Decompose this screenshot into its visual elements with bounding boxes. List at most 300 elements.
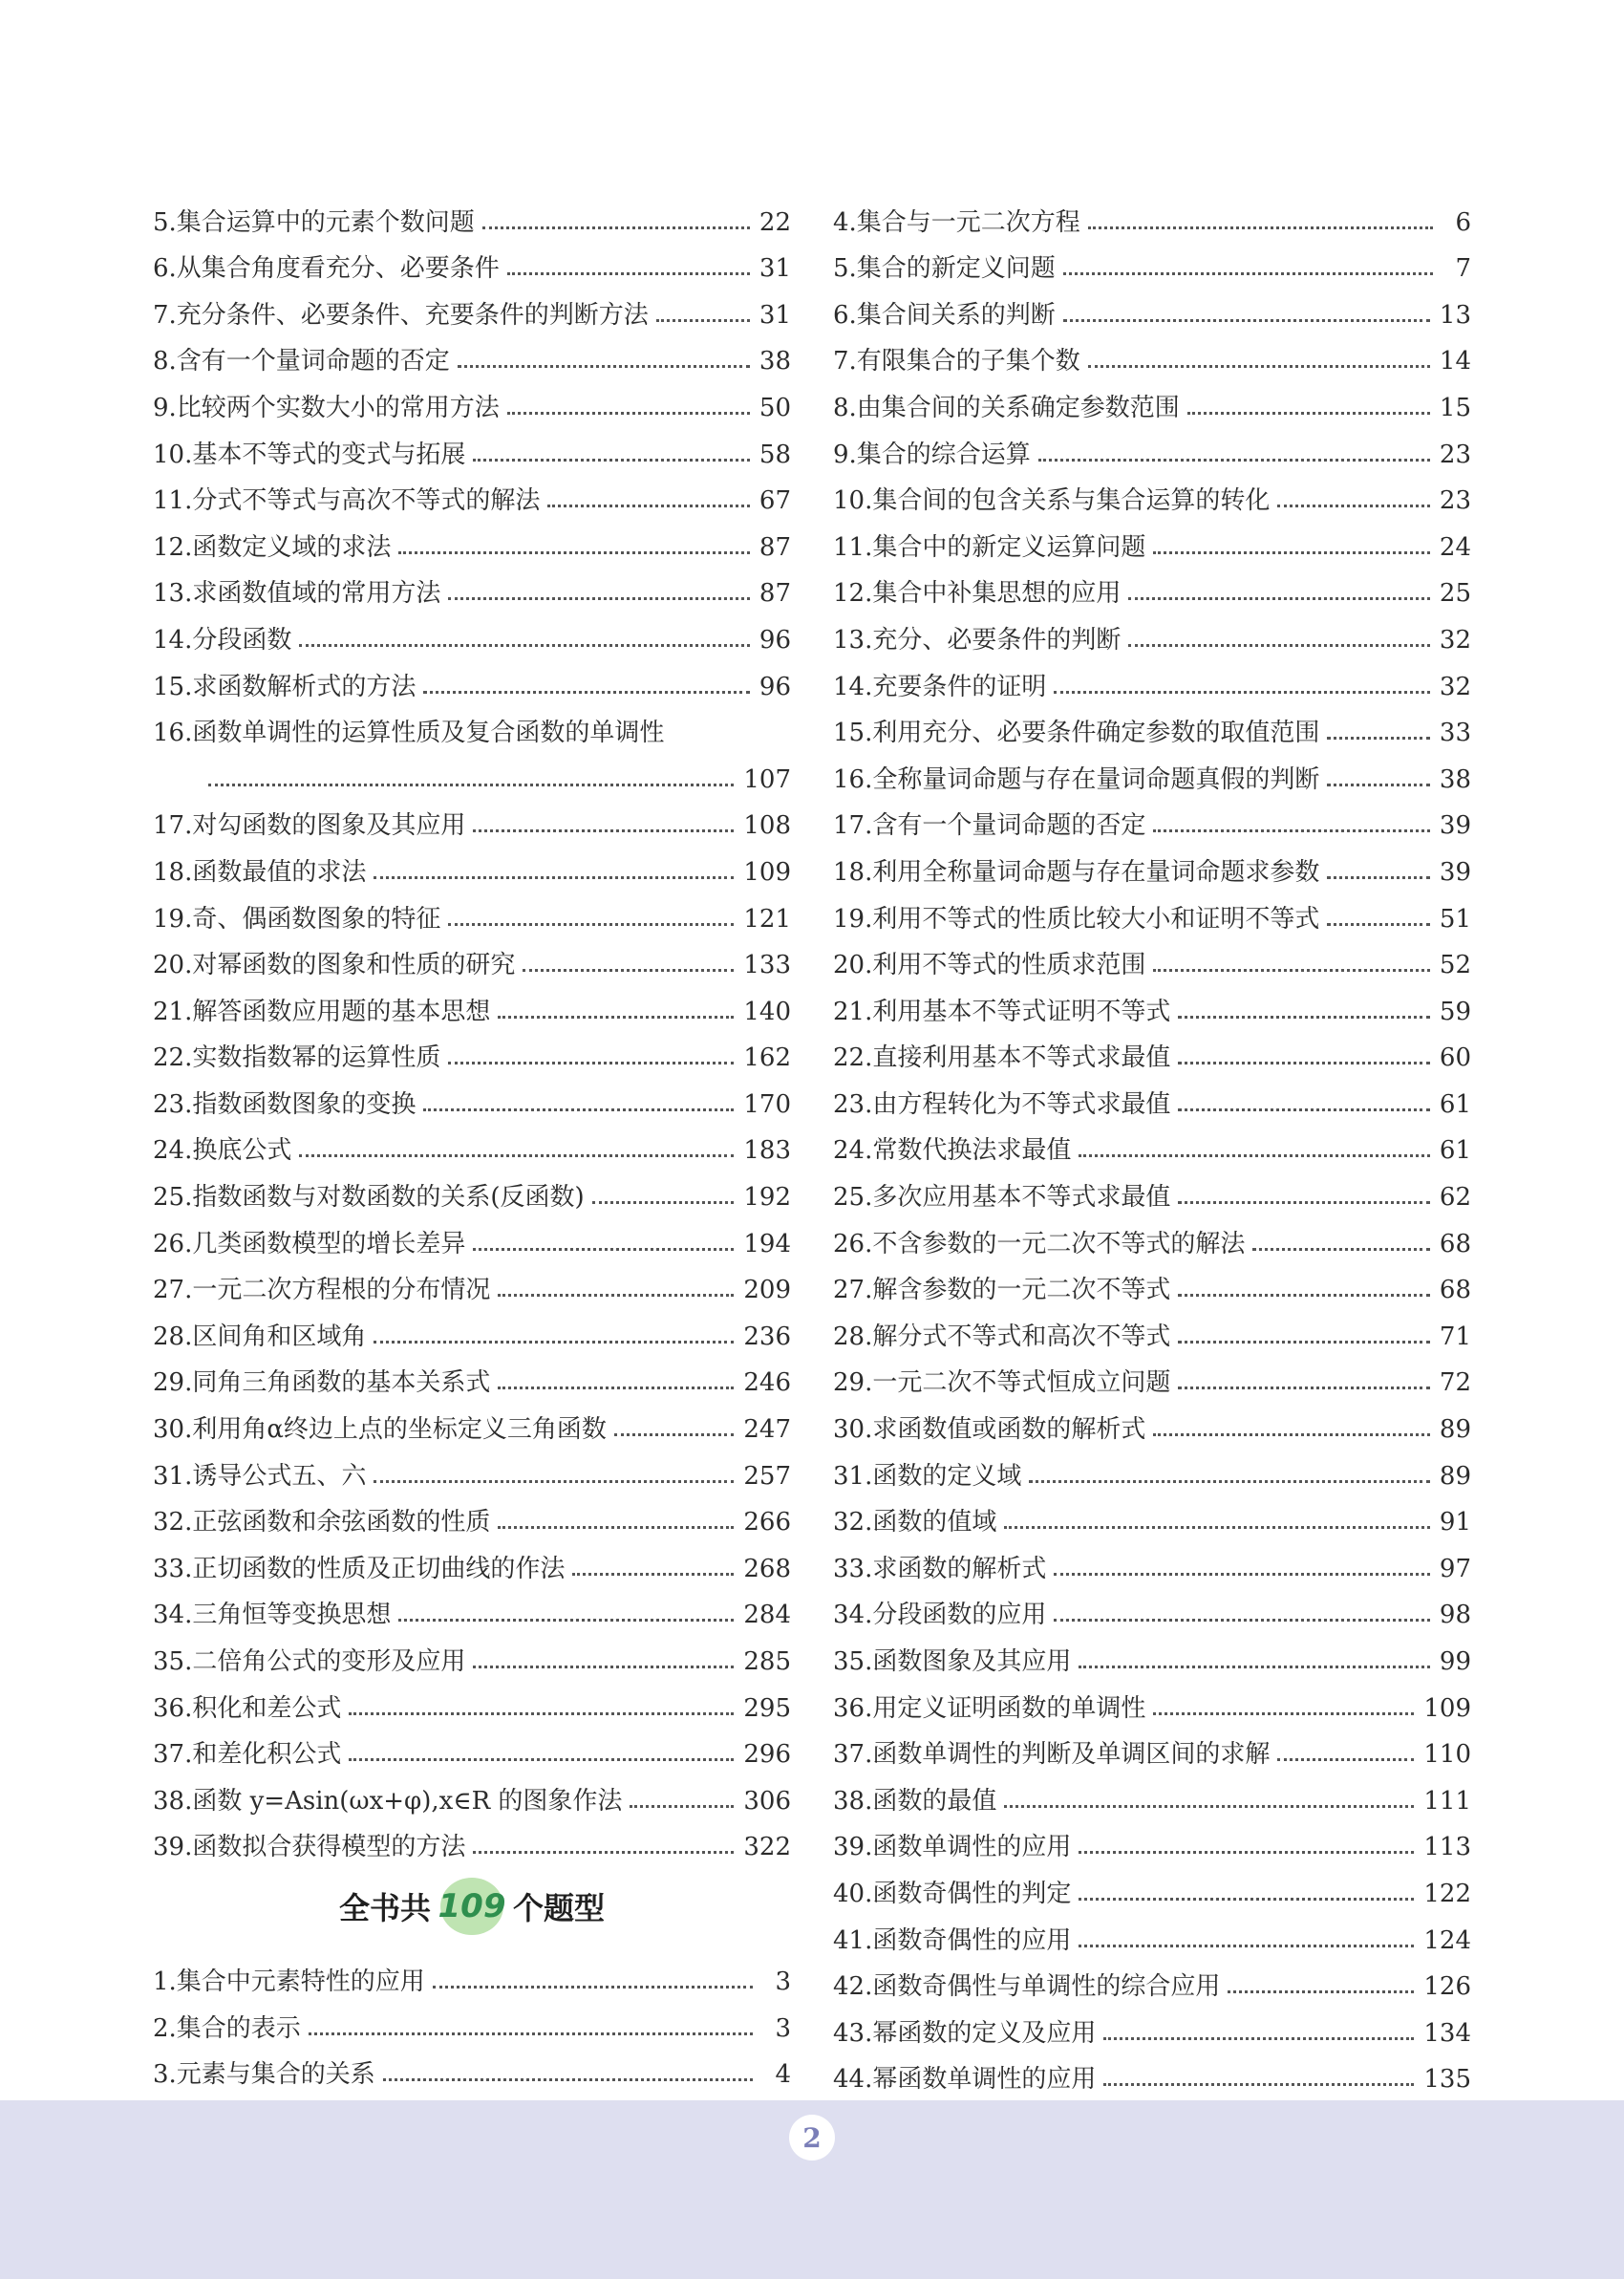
toc-entry-page: 133: [743, 951, 791, 980]
toc-entry-label: 11.分式不等式与高次不等式的解法: [153, 486, 541, 516]
toc-entry-page: 192: [743, 1183, 791, 1213]
toc-entry-page: 23: [1439, 486, 1471, 516]
leader-dots: [1178, 1062, 1430, 1064]
leader-dots: [473, 1851, 734, 1854]
toc-entry-page: 24: [1439, 532, 1471, 562]
toc-entry-label: 22.直接利用基本不等式求最值: [833, 1043, 1171, 1073]
toc-entry-page: 247: [743, 1415, 791, 1445]
leader-dots: [1063, 319, 1430, 322]
leader-dots: [1128, 644, 1430, 647]
toc-entry-page: 59: [1439, 997, 1471, 1026]
toc-entry[interactable]: [153, 609, 791, 656]
toc-entry-label: 33.正切函数的性质及正切曲线的作法: [153, 1554, 566, 1583]
toc-entry-page: 50: [759, 393, 791, 422]
toc-entry-label: 27.解含参数的一元二次不等式: [833, 1276, 1171, 1305]
leader-dots: [309, 2032, 753, 2035]
toc-entry-page: 284: [743, 1601, 791, 1630]
toc-entry-page: 6: [1455, 207, 1471, 237]
toc-entry-page: 126: [1423, 1972, 1471, 2002]
leader-dots: [523, 969, 734, 972]
toc-entry-page: 108: [743, 811, 791, 841]
toc-entry-label: 32.正弦函数和余弦函数的性质: [153, 1508, 491, 1537]
toc-entry-page: 110: [1423, 1740, 1471, 1770]
toc-entry-label: 26.不含参数的一元二次不等式的解法: [833, 1229, 1246, 1258]
page-number-badge: 2: [789, 2115, 835, 2161]
toc-entry-page: 183: [743, 1136, 791, 1166]
toc-entry-page: 134: [1423, 2018, 1471, 2048]
toc-entry-page: 97: [1439, 1554, 1471, 1583]
toc-entry-label: 18.函数最值的求法: [153, 857, 367, 887]
toc-entry-page: 87: [759, 579, 791, 609]
toc-entry[interactable]: [833, 2002, 1471, 2049]
toc-entry[interactable]: [833, 284, 1471, 331]
toc-entry-page: 89: [1439, 1461, 1471, 1491]
toc-entry-label: 28.解分式不等式和高次不等式: [833, 1322, 1171, 1351]
toc-entry[interactable]: [153, 1724, 791, 1771]
toc-entry[interactable]: [833, 516, 1471, 563]
toc-entry-page: 91: [1439, 1508, 1471, 1537]
toc-entry-page: 107: [743, 764, 791, 794]
toc-entry[interactable]: [153, 980, 791, 1027]
leader-dots: [1178, 1294, 1430, 1297]
toc-entry-label: 7.充分条件、必要条件、充要条件的判断方法: [153, 300, 649, 330]
leader-dots: [1252, 1248, 1430, 1251]
toc-entry-page: 51: [1439, 904, 1471, 934]
toc-entry-page: 209: [743, 1276, 791, 1305]
toc-entry-page: 7: [1455, 254, 1471, 284]
toc-entry-label: 39.函数单调性的应用: [833, 1833, 1072, 1862]
toc-entry[interactable]: [153, 423, 791, 470]
toc-entry-label: 10.基本不等式的变式与拓展: [153, 440, 466, 469]
toc-entry-page: 322: [743, 1833, 791, 1862]
leader-dots: [349, 1758, 734, 1761]
leader-dots: [448, 923, 734, 926]
toc-entry-page: 98: [1439, 1601, 1471, 1630]
leader-dots: [473, 829, 734, 832]
toc-entry-page: 140: [743, 997, 791, 1026]
toc-entry[interactable]: [833, 563, 1471, 610]
toc-entry-page: 109: [743, 857, 791, 887]
toc-entry[interactable]: [153, 1352, 791, 1399]
toc-entry[interactable]: [153, 656, 791, 702]
leader-dots: [614, 1433, 734, 1436]
toc-entry-page: 96: [759, 672, 791, 701]
toc-entry-page: 306: [743, 1786, 791, 1816]
toc-entry-label: 30.求函数值或函数的解析式: [833, 1415, 1146, 1445]
section-title-prefix: 全书共: [338, 1890, 431, 1927]
leader-dots: [656, 319, 750, 322]
toc-entry-wrapped[interactable]: [153, 702, 791, 749]
toc-entry-label: 15.利用充分、必要条件确定参数的取值范围: [833, 719, 1320, 748]
section-title-suffix: 个题型: [513, 1890, 606, 1927]
toc-entry[interactable]: [833, 2049, 1471, 2096]
leader-dots: [1054, 1573, 1430, 1576]
left-types-list: [153, 1950, 791, 2090]
toc-entry[interactable]: [833, 1862, 1471, 1909]
toc-entry[interactable]: [153, 1997, 791, 2044]
toc-entry[interactable]: [833, 470, 1471, 517]
toc-entry[interactable]: [833, 1120, 1471, 1167]
leader-dots: [1128, 597, 1430, 600]
toc-entry-label: 20.对幂函数的图象和性质的研究: [153, 951, 516, 980]
leader-dots: [374, 1341, 734, 1344]
toc-entry[interactable]: [833, 1956, 1471, 2003]
toc-entry[interactable]: [153, 1213, 791, 1259]
toc-entry[interactable]: [153, 1398, 791, 1445]
leader-dots: [1088, 365, 1430, 368]
leader-dots: [1327, 923, 1430, 926]
toc-entry[interactable]: [833, 935, 1471, 981]
toc-entry-label: 12.函数定义域的求法: [153, 532, 392, 562]
leader-dots: [1153, 1433, 1430, 1436]
toc-entry-label: 10.集合间的包含关系与集合运算的转化: [833, 486, 1271, 516]
leader-dots: [473, 459, 750, 462]
toc-entry-label: 13.充分、必要条件的判断: [833, 625, 1122, 655]
right-types-list: [833, 191, 1471, 2095]
toc-entry[interactable]: [833, 1492, 1471, 1538]
toc-entry[interactable]: [833, 1073, 1471, 1120]
toc-entry-label: 18.利用全称量词命题与存在量词命题求参数: [833, 857, 1320, 887]
toc-entry-page: 52: [1439, 951, 1471, 980]
toc-entry-label: 22.实数指数幂的运算性质: [153, 1043, 441, 1073]
toc-entry-label: 42.函数奇偶性与单调性的综合应用: [833, 1972, 1221, 2002]
toc-entry-label: 23.指数函数图象的变换: [153, 1089, 417, 1119]
toc-entry-page: 246: [743, 1368, 791, 1398]
toc-entry-label: 44.幂函数单调性的应用: [833, 2065, 1097, 2095]
leader-dots: [374, 876, 734, 879]
toc-entry-label: 40.函数奇偶性的判定: [833, 1879, 1072, 1908]
toc-entry-label: 4.集合与一元二次方程: [833, 207, 1080, 237]
leader-dots: [1277, 1758, 1414, 1761]
toc-entry-page: 295: [743, 1693, 791, 1723]
toc-entry-page: 14: [1439, 347, 1471, 376]
leader-dots: [1004, 1526, 1430, 1529]
leader-dots: [1178, 1201, 1430, 1204]
toc-entry[interactable]: [833, 888, 1471, 935]
leader-dots: [1327, 876, 1430, 879]
toc-entry-label: 2.集合的表示: [153, 2013, 301, 2043]
toc-entry[interactable]: [153, 841, 791, 888]
leader-dots: [1153, 551, 1430, 554]
toc-entry-label: 3.元素与集合的关系: [153, 2060, 375, 2090]
toc-entry[interactable]: [153, 1027, 791, 1074]
leader-dots: [1178, 1387, 1430, 1389]
toc-entry[interactable]: [833, 191, 1471, 238]
toc-entry-label: 11.集合中的新定义运算问题: [833, 532, 1146, 562]
leader-dots: [423, 1108, 734, 1111]
toc-entry-page: 111: [1423, 1786, 1471, 1816]
toc-entry-page: 124: [1423, 1925, 1471, 1955]
toc-entry[interactable]: [833, 980, 1471, 1027]
leader-dots: [398, 1619, 734, 1622]
toc-entry[interactable]: [153, 1770, 791, 1817]
toc-entry-label: 33.求函数的解析式: [833, 1554, 1047, 1583]
toc-entry[interactable]: [153, 1259, 791, 1306]
toc-entry[interactable]: [833, 1909, 1471, 1956]
toc-entry-page: 236: [743, 1322, 791, 1351]
toc-entry[interactable]: [833, 702, 1471, 749]
left-top-list: [153, 191, 791, 702]
leader-dots: [1029, 1480, 1430, 1483]
toc-entry-label: 21.利用基本不等式证明不等式: [833, 997, 1171, 1026]
toc-entry-label: 31.诱导公式五、六: [153, 1461, 367, 1491]
toc-entry-label: 14.分段函数: [153, 625, 292, 655]
toc-entry-label: 17.对勾函数的图象及其应用: [153, 811, 466, 841]
toc-entry-page: 60: [1439, 1043, 1471, 1073]
toc-entry-page: 31: [759, 254, 791, 284]
leader-dots: [498, 1387, 734, 1389]
leader-dots: [1153, 969, 1430, 972]
toc-entry-label: 12.集合中补集思想的应用: [833, 579, 1122, 609]
toc-entry-label: 24.换底公式: [153, 1136, 292, 1166]
leader-dots: [1178, 1341, 1430, 1344]
toc-entry-label: 20.利用不等式的性质求范围: [833, 951, 1146, 980]
toc-entry-label: 21.解答函数应用题的基本思想: [153, 997, 491, 1026]
leader-dots: [374, 1480, 734, 1483]
toc-entry-label: 35.函数图象及其应用: [833, 1647, 1072, 1676]
leader-dots: [1079, 1666, 1430, 1668]
leader-dots: [498, 1294, 734, 1297]
toc-entry-label: 27.一元二次方程根的分布情况: [153, 1276, 491, 1305]
toc-entry[interactable]: [153, 1445, 791, 1492]
leader-dots: [1079, 1945, 1414, 1947]
toc-entry-label: 15.求函数解析式的方法: [153, 672, 417, 701]
leader-dots: [1088, 226, 1433, 229]
leader-dots: [473, 1666, 734, 1668]
toc-entry-page: 162: [743, 1043, 791, 1073]
toc-entry[interactable]: [833, 1817, 1471, 1863]
count-badge: 109: [440, 1878, 503, 1935]
toc-entry[interactable]: [153, 563, 791, 610]
toc-entry-page: 109: [1423, 1693, 1471, 1723]
toc-entry-wrapped-continuation[interactable]: [153, 748, 791, 795]
leader-dots: [630, 1805, 734, 1808]
toc-entry[interactable]: [833, 1352, 1471, 1399]
toc-entry-page: 67: [759, 486, 791, 516]
toc-entry[interactable]: [833, 1677, 1471, 1724]
toc-entry-page: 62: [1439, 1183, 1471, 1213]
toc-entry[interactable]: [153, 795, 791, 842]
toc-entry-page: 257: [743, 1461, 791, 1491]
leader-dots: [349, 1712, 734, 1715]
leader-dots: [383, 2078, 753, 2081]
toc-entry-label: 39.函数拟合获得模型的方法: [153, 1833, 466, 1862]
toc-entry-page: 266: [743, 1508, 791, 1537]
toc-entry-label: 43.幂函数的定义及应用: [833, 2018, 1097, 2048]
leader-dots: [1228, 1990, 1414, 1993]
toc-entry-label: 24.常数代换法求最值: [833, 1136, 1072, 1166]
leader-dots: [299, 1154, 734, 1157]
toc-entry-page: 15: [1439, 393, 1471, 422]
leader-dots: [1103, 2037, 1414, 2040]
toc-entry[interactable]: [153, 1677, 791, 1724]
toc-entry[interactable]: [833, 1584, 1471, 1631]
toc-entry[interactable]: [833, 609, 1471, 656]
leader-dots: [473, 1248, 734, 1251]
toc-entry-page: 89: [1439, 1415, 1471, 1445]
leader-dots: [572, 1573, 734, 1576]
toc-entry[interactable]: [153, 1584, 791, 1631]
leader-dots: [208, 784, 734, 786]
toc-entry-label: 34.三角恒等变换思想: [153, 1601, 392, 1630]
leader-dots: [498, 1526, 734, 1529]
leader-dots: [1327, 737, 1430, 740]
toc-entry-label: 29.同角三角函数的基本关系式: [153, 1368, 491, 1398]
toc-entry-page: 3: [775, 1967, 791, 1996]
toc-entry[interactable]: [153, 1630, 791, 1677]
toc-entry-page: 32: [1439, 625, 1471, 655]
toc-entry[interactable]: [833, 1166, 1471, 1213]
toc-entry[interactable]: [833, 656, 1471, 702]
toc-entry-label: 30.利用角α终边上点的坐标定义三角函数: [153, 1415, 607, 1445]
toc-entry[interactable]: [833, 1537, 1471, 1584]
toc-entry[interactable]: [833, 238, 1471, 285]
leader-dots: [547, 505, 750, 507]
leader-dots: [1103, 2083, 1414, 2086]
leader-dots: [1178, 1016, 1430, 1019]
leader-dots: [458, 365, 750, 368]
toc-entry-label: 23.由方程转化为不等式求最值: [833, 1089, 1171, 1119]
toc-entry[interactable]: [833, 795, 1471, 842]
toc-entry-page: 22: [759, 207, 791, 237]
toc-entry-label: 7.有限集合的子集个数: [833, 347, 1080, 376]
leader-dots: [498, 1016, 734, 1019]
toc-entry[interactable]: [833, 748, 1471, 795]
toc-entry[interactable]: [833, 841, 1471, 888]
toc-entry-page: 268: [743, 1554, 791, 1583]
toc-entry-page: 39: [1439, 811, 1471, 841]
leader-dots: [1178, 1108, 1430, 1111]
toc-entry-label: 38.函数 y=Asin(ωx+φ),x∈R 的图象作法: [153, 1786, 623, 1816]
toc-entry-label: 37.和差化积公式: [153, 1740, 342, 1770]
toc-entry[interactable]: [153, 1073, 791, 1120]
toc-entry-page: 68: [1439, 1276, 1471, 1305]
leader-dots: [1079, 1154, 1430, 1157]
toc-entry[interactable]: [153, 2044, 791, 2091]
toc-entry-label: 6.从集合角度看充分、必要条件: [153, 254, 500, 284]
toc-entry[interactable]: [833, 1305, 1471, 1352]
toc-entry[interactable]: [153, 1120, 791, 1167]
toc-entry-label: 5.集合运算中的元素个数问题: [153, 207, 475, 237]
toc-entry-page: 61: [1439, 1089, 1471, 1119]
toc-entry-label: 36.积化和差公式: [153, 1693, 342, 1723]
toc-entry-label: 25.指数函数与对数函数的关系(反函数): [153, 1183, 585, 1213]
toc-entry-label: 19.利用不等式的性质比较大小和证明不等式: [833, 904, 1320, 934]
toc-entry[interactable]: [833, 1027, 1471, 1074]
toc-entry-label: 6.集合间关系的判断: [833, 300, 1056, 330]
toc-entry[interactable]: [153, 1305, 791, 1352]
toc-entry-page: 38: [759, 347, 791, 376]
toc-entry[interactable]: [833, 1259, 1471, 1306]
toc-entry-page: 135: [1423, 2065, 1471, 2095]
toc-entry[interactable]: [153, 284, 791, 331]
toc-entry[interactable]: [833, 1213, 1471, 1259]
toc-entry[interactable]: [153, 888, 791, 935]
toc-entry[interactable]: [153, 376, 791, 423]
toc-entry[interactable]: [833, 376, 1471, 423]
leader-dots: [1054, 1619, 1430, 1622]
toc-entry[interactable]: [153, 191, 791, 238]
toc-entry-label: 8.由集合间的关系确定参数范围: [833, 393, 1180, 422]
toc-entry-page: 23: [1439, 440, 1471, 469]
leader-dots: [482, 226, 750, 229]
toc-entry-page: 3: [775, 2013, 791, 2043]
leader-dots: [1063, 272, 1433, 275]
toc-entry[interactable]: [833, 1445, 1471, 1492]
toc-entry-page: 39: [1439, 857, 1471, 887]
leader-dots: [1079, 1898, 1414, 1901]
toc-entry-label: 8.含有一个量词命题的否定: [153, 347, 450, 376]
toc-entry[interactable]: [153, 516, 791, 563]
toc-entry-label: 1.集合中元素特性的应用: [153, 1967, 425, 1996]
toc-entry-page: 25: [1439, 579, 1471, 609]
toc-entry[interactable]: [153, 1817, 791, 1863]
toc-entry-label: 28.区间角和区域角: [153, 1322, 367, 1351]
toc-entry-label: 19.奇、偶函数图象的特征: [153, 904, 441, 934]
toc-entry-label: 9.比较两个实数大小的常用方法: [153, 393, 500, 422]
leader-dots: [592, 1201, 735, 1204]
left-bottom-list: [153, 795, 791, 1863]
toc-entry-page: 33: [1439, 719, 1471, 748]
toc-entry-page: 71: [1439, 1322, 1471, 1351]
leader-dots: [1327, 784, 1430, 786]
toc-entry-page: 170: [743, 1089, 791, 1119]
toc-entry-label: 35.二倍角公式的变形及应用: [153, 1647, 466, 1676]
leader-dots: [1079, 1851, 1414, 1854]
leader-dots: [448, 597, 750, 600]
toc-entry-page: 96: [759, 625, 791, 655]
toc-entry[interactable]: [153, 1537, 791, 1584]
toc-entry[interactable]: [153, 1492, 791, 1538]
leader-dots: [448, 1062, 734, 1064]
toc-entry-label: 16.全称量词命题与存在量词命题真假的判断: [833, 764, 1320, 794]
toc-entry[interactable]: [833, 423, 1471, 470]
leader-dots: [433, 1986, 753, 1989]
toc-entry[interactable]: [153, 1166, 791, 1213]
toc-entry[interactable]: [153, 470, 791, 517]
leader-dots: [398, 551, 750, 554]
leader-dots: [1004, 1805, 1414, 1808]
leader-dots: [1153, 1712, 1414, 1715]
toc-entry[interactable]: [833, 1398, 1471, 1445]
toc-entry[interactable]: [833, 1724, 1471, 1771]
toc-entry-page: 32: [1439, 672, 1471, 701]
toc-entry[interactable]: [833, 1770, 1471, 1817]
toc-entry-page: 87: [759, 532, 791, 562]
toc-entry-label: 5.集合的新定义问题: [833, 254, 1056, 284]
toc-entry-page: 99: [1439, 1647, 1471, 1676]
toc-entry[interactable]: [833, 1630, 1471, 1677]
leader-dots: [1054, 691, 1430, 694]
left-column: [153, 191, 791, 2090]
toc-entry[interactable]: [153, 238, 791, 285]
toc-entry-page: 194: [743, 1229, 791, 1258]
toc-entry[interactable]: [153, 935, 791, 981]
toc-entry[interactable]: [153, 1950, 791, 1997]
toc-entry-label: 37.函数单调性的判断及单调区间的求解: [833, 1740, 1271, 1770]
leader-dots: [1153, 829, 1430, 832]
toc-entry-label: 17.含有一个量词命题的否定: [833, 811, 1146, 841]
toc-entry-label: 29.一元二次不等式恒成立问题: [833, 1368, 1171, 1398]
toc-entry-page: 72: [1439, 1368, 1471, 1398]
toc-entry-page: 285: [743, 1647, 791, 1676]
toc-entry-label: 31.函数的定义域: [833, 1461, 1022, 1491]
toc-entry[interactable]: [833, 331, 1471, 377]
toc-entry-page: 113: [1423, 1833, 1471, 1862]
toc-entry[interactable]: [153, 331, 791, 377]
toc-entry-label: 41.函数奇偶性的应用: [833, 1925, 1072, 1955]
toc-entry-label: 16.函数单调性的运算性质及复合函数的单调性: [153, 719, 665, 748]
